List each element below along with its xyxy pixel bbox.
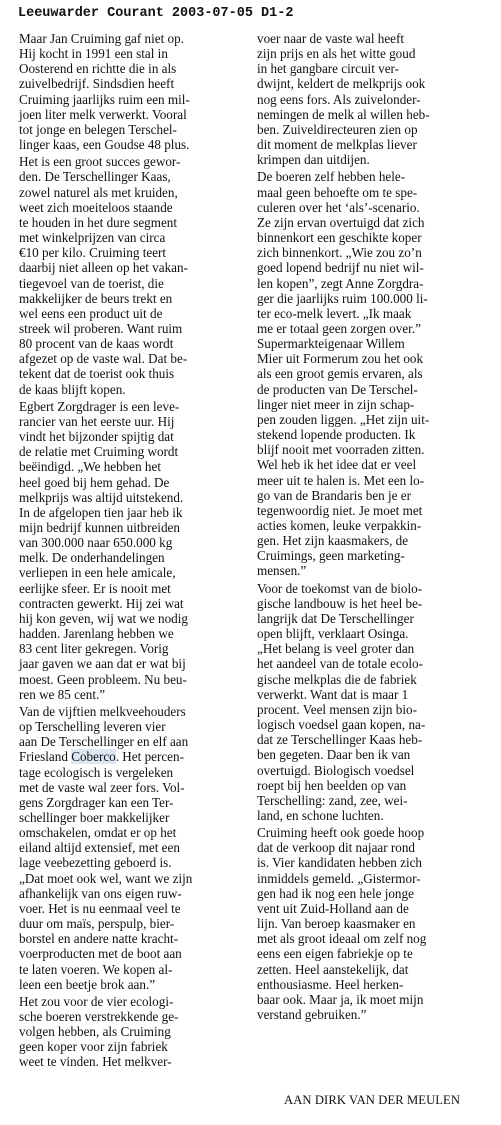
text-line: open blijft, verklaart Osinga. xyxy=(257,626,409,642)
text-line: streek wil proberen. Want ruim xyxy=(19,320,183,336)
paragraph xyxy=(257,825,484,1022)
paragraph xyxy=(19,399,238,702)
text-line: Hij kocht in 1991 een stal in xyxy=(19,46,168,62)
text-line: afgezet op de vaste wal. Dat be- xyxy=(19,351,188,367)
text-line: langrijk dat De Terschellinger xyxy=(257,610,414,626)
text-line: voerproducten met de boot aan xyxy=(19,946,182,962)
text-line: mensen.” xyxy=(257,563,307,579)
text-line: Cruimings, geen marketing- xyxy=(257,548,405,564)
text-line: tekent dat de toerist ook thuis xyxy=(19,366,175,382)
text-line: te houden in het dure segment xyxy=(19,214,178,230)
text-line: linger kaas, een Goudse 48 plus. xyxy=(19,137,190,153)
text-line: Supermarkteigenaar Willem xyxy=(257,336,405,352)
highlighted-word: Coberco xyxy=(71,749,116,765)
text-line: de kaas blijft kopen. xyxy=(19,381,126,397)
text-line: inmiddels gemeld. „Gistermor- xyxy=(257,870,421,886)
paragraph xyxy=(19,154,238,397)
text-line: Voor de toekomst van de biolo- xyxy=(257,580,423,596)
text-line: eerlijke sfeer. Er is nooit met xyxy=(19,580,171,596)
text-line: voer naar de vaste wal heeft xyxy=(257,31,405,46)
text-line: aan De Terschellinger en elf aan xyxy=(19,734,189,750)
text-line: lijn. Van beroep kaasmaker en xyxy=(257,916,416,932)
paragraph xyxy=(257,169,484,578)
text-line: vent uit Zuid-Holland aan de xyxy=(257,900,409,916)
text-line: nog eens fors. Als zuivelonder- xyxy=(257,91,421,107)
text-line: De boeren zelf hebben hele- xyxy=(257,169,406,185)
text-line: dit moment de melkplas liever xyxy=(257,137,417,153)
text-line: borstel en andere natte kracht- xyxy=(19,931,179,947)
text-line: gische melkplas die de fabriek xyxy=(257,671,417,687)
text-line: te laten voeren. We kopen al- xyxy=(19,961,173,977)
text-line: rancier van het eerste uur. Hij xyxy=(19,413,175,429)
text-line: mijn bedrijf kunnen uitbreiden xyxy=(19,520,180,535)
text-line: dat ze Terschellinger Kaas heb- xyxy=(257,732,423,748)
text-line: Cruiming heeft ook goede hoop xyxy=(257,825,425,841)
text-line: gen. Het zijn kaasmakers, de xyxy=(257,533,409,549)
text-line: baar ook. Maar ja, ik moet mijn xyxy=(257,991,424,1007)
text-line: Van de vijftien melkveehouders xyxy=(19,703,186,719)
text-line: blijf nooit met voorraden zitten. xyxy=(257,442,425,458)
text-line: duur om maïs, perspulp, bier- xyxy=(19,916,175,932)
text-line: krimpen dan uitdijen. xyxy=(257,152,370,168)
text-line: melkprijs was altijd uitstekend. xyxy=(19,489,184,505)
newspaper-header: Leeuwarder Courant 2003-07-05 D1-2 xyxy=(18,6,294,21)
text-line: Cruiming jaarlijks ruim een mil- xyxy=(19,91,190,107)
text-line: vindt het bijzonder spijtig dat xyxy=(19,429,174,445)
article-column-right xyxy=(257,31,484,1022)
text-line: heel goed bij hem gehad. De xyxy=(19,474,170,490)
text-line: dwijnt, keldert de melkprijs ook xyxy=(257,76,426,92)
text-line: als een groot gemis ervaren, als xyxy=(257,366,423,382)
text-line: acties komen, leuke verpakkin- xyxy=(257,518,422,533)
text-line: contracten gewerkt. Hij zei wat xyxy=(19,595,184,611)
paragraph xyxy=(257,581,484,824)
text-line: zijn prijs en als het witte goud xyxy=(257,46,416,62)
text-line: geen koper voor zijn fabriek xyxy=(19,1039,168,1055)
text-line: gische landbouw is het heel be- xyxy=(257,595,423,611)
text-line: makkelijker de beurs trekt en xyxy=(19,290,173,306)
text-line: weet te vinden. Het melkver- xyxy=(19,1054,172,1070)
text-line: wel eens een product uit de xyxy=(19,305,163,321)
paragraph xyxy=(19,704,238,992)
text-line: tot jonge en belegen Terschel- xyxy=(19,121,177,137)
text-line: omschakelen, omdat er op het xyxy=(19,825,177,841)
text-line: eiland altijd extensief, met een xyxy=(19,840,180,856)
text-line: tage ecologisch is vergeleken xyxy=(19,764,174,780)
text-line: procent. Veel mensen zijn bio- xyxy=(257,701,417,717)
text-line: met de vaste wal zeer fors. Vol- xyxy=(19,779,185,795)
text-line: de producten van De Terschel- xyxy=(257,381,418,397)
text-line: ger die jaarlijks ruim 100.000 li- xyxy=(257,290,428,306)
text-line: op Terschelling leveren vier xyxy=(19,719,166,735)
text-line: de relatie met Cruiming wordt xyxy=(19,444,179,460)
text-line: zowel naturel als met kruiden, xyxy=(19,184,178,200)
text-line: weet zich moeiteloos staande xyxy=(19,199,173,215)
text-line: het aandeel van de totale ecolo- xyxy=(257,656,423,672)
text-line: Het zou voor de vier ecologi- xyxy=(19,993,174,1009)
text-line: Terschelling: zand, zee, wei- xyxy=(257,792,408,808)
paragraph xyxy=(257,31,484,167)
text-line: daarbij niet alleen op het vakan- xyxy=(19,260,188,276)
text-line: sche boeren verstrekkende ge- xyxy=(19,1009,179,1024)
text-line: logisch voedsel gaan kopen, na- xyxy=(257,717,426,733)
text-line: verstand gebruiken.” xyxy=(257,1007,367,1022)
text-line: joen liter melk verwerkt. Vooral xyxy=(19,106,187,122)
text-line: maal geen behoefte om te spe- xyxy=(257,184,418,200)
text-line: me er totaal geen zorgen over.” xyxy=(257,320,421,336)
text-line: zich binnenkort. „Wie zou zo’n xyxy=(257,245,422,261)
text-line: ben. Zuiveldirecteuren zien op xyxy=(257,121,418,137)
text-line: voer. Het is nu eenmaal veel te xyxy=(19,900,181,916)
text-line: „Het belang is veel groter dan xyxy=(257,641,415,657)
text-line: gens Zorgdrager kan een Ter- xyxy=(19,794,174,810)
text-line: In de afgelopen tien jaar heb ik xyxy=(19,504,183,520)
text-line: dat de verkoop dit najaar rond xyxy=(257,840,415,856)
text-line: gen had ik nog een hele jonge xyxy=(257,885,414,901)
text-line: overtuigd. Biologisch voedsel xyxy=(257,762,415,778)
text-line: linger niet meer in zijn schap- xyxy=(257,396,415,412)
article-column-left xyxy=(19,31,238,1070)
text-line: zetten. Heel aanstekelijk, dat xyxy=(257,961,409,977)
text-line: met winkelprijzen van circa xyxy=(19,230,166,246)
text-line: stekend lopende producten. Ik xyxy=(257,427,416,443)
text-line: hij kon geven, wij wat we nodig xyxy=(19,610,188,626)
text-line: verliepen in een hele amicale, xyxy=(19,565,176,581)
text-line: tegenwoordig niet. Je moet met xyxy=(257,502,423,518)
text-line: 80 procent van de kaas wordt xyxy=(19,336,174,352)
text-line: 83 cent liter gekregen. Vorig xyxy=(19,641,169,657)
text-line: Wel heb ik het idee dat er veel xyxy=(257,457,417,473)
text-line: go van de Brandaris ben je er xyxy=(257,487,411,503)
text-line: binnenkort een geschikte koper xyxy=(257,230,422,246)
text-line: volgen hebben, als Cruiming xyxy=(19,1024,171,1040)
text-line: ren we 85 cent.” xyxy=(19,686,106,702)
byline: AAN DIRK VAN DER MEULEN xyxy=(284,1093,461,1107)
text-line: Oosterend en richtte die in als xyxy=(19,61,177,77)
text-line: den. De Terschellinger Kaas, xyxy=(19,169,171,185)
text-line: eens een eigen fabriekje op te xyxy=(257,946,413,962)
text-line: culeren over het ‘als’-scenario. xyxy=(257,199,420,215)
text-line: enthousiasme. Heel herken- xyxy=(257,976,404,992)
text-line: moest. Geen probleem. Nu beu- xyxy=(19,671,187,687)
text-line: „Dat moet ook wel, want we zijn xyxy=(19,870,193,886)
paragraph xyxy=(19,31,238,152)
text-line: len kopen”, zegt Anne Zorgdra- xyxy=(257,275,424,291)
text-line: land, en schone luchten. xyxy=(257,807,384,823)
text-line: afhankelijk van ons eigen ruw- xyxy=(19,885,182,901)
text-line: melk. De onderhandelingen xyxy=(19,550,165,566)
text-line: Ze zijn ervan overtuigd dat zich xyxy=(257,214,425,230)
text-line: Mier uit Formerum zou het ook xyxy=(257,351,424,367)
text-line: ter eco-melk levert. „Ik maak xyxy=(257,305,412,321)
text-line: schellinger boer makkelijker xyxy=(19,809,170,825)
text-line: nemingen de melk al willen heb- xyxy=(257,106,430,122)
text-line: is. Vier kandidaten hebben zich xyxy=(257,855,422,871)
text-line: Maar Jan Cruiming gaf niet op. xyxy=(19,31,184,46)
text-line: tiegevoel van de toerist, die xyxy=(19,275,164,291)
text-line: Friesland Coberco. Het percen- xyxy=(19,749,184,765)
text-line: meer uit te halen is. Met een lo- xyxy=(257,472,425,488)
text-line: Egbert Zorgdrager is een leve- xyxy=(19,398,180,414)
text-line: jaar gaven we aan dat er wat bij xyxy=(19,656,186,672)
text-line: €10 per kilo. Cruiming teert xyxy=(19,245,167,261)
text-line: ben gegeten. Daar ben ik van xyxy=(257,747,411,763)
text-line: met als groot ideaal om zelf nog xyxy=(257,931,427,947)
paragraph xyxy=(19,994,238,1070)
text-line: Het is een groot succes gewor- xyxy=(19,154,181,170)
text-line: lage veebezetting geboerd is. xyxy=(19,855,172,871)
text-line: leen een beetje brok aan.” xyxy=(19,976,156,992)
text-line: beëindigd. „We hebben het xyxy=(19,459,161,475)
text-line: verwerkt. Want dat is maar 1 xyxy=(257,686,409,702)
text-line: goed lopend bedrijf nu niet wil- xyxy=(257,260,424,276)
text-line: van 300.000 naar 650.000 kg xyxy=(19,535,173,551)
text-line: pen zouden liggen. „Het zijn uit- xyxy=(257,411,430,427)
text-line: hadden. Jarenlang hebben we xyxy=(19,626,174,642)
text-line: roept bij hen beelden op van xyxy=(257,777,407,793)
text-line: zuivelbedrijf. Sindsdien heeft xyxy=(19,76,175,92)
text-line: in het gangbare circuit ver- xyxy=(257,61,400,77)
